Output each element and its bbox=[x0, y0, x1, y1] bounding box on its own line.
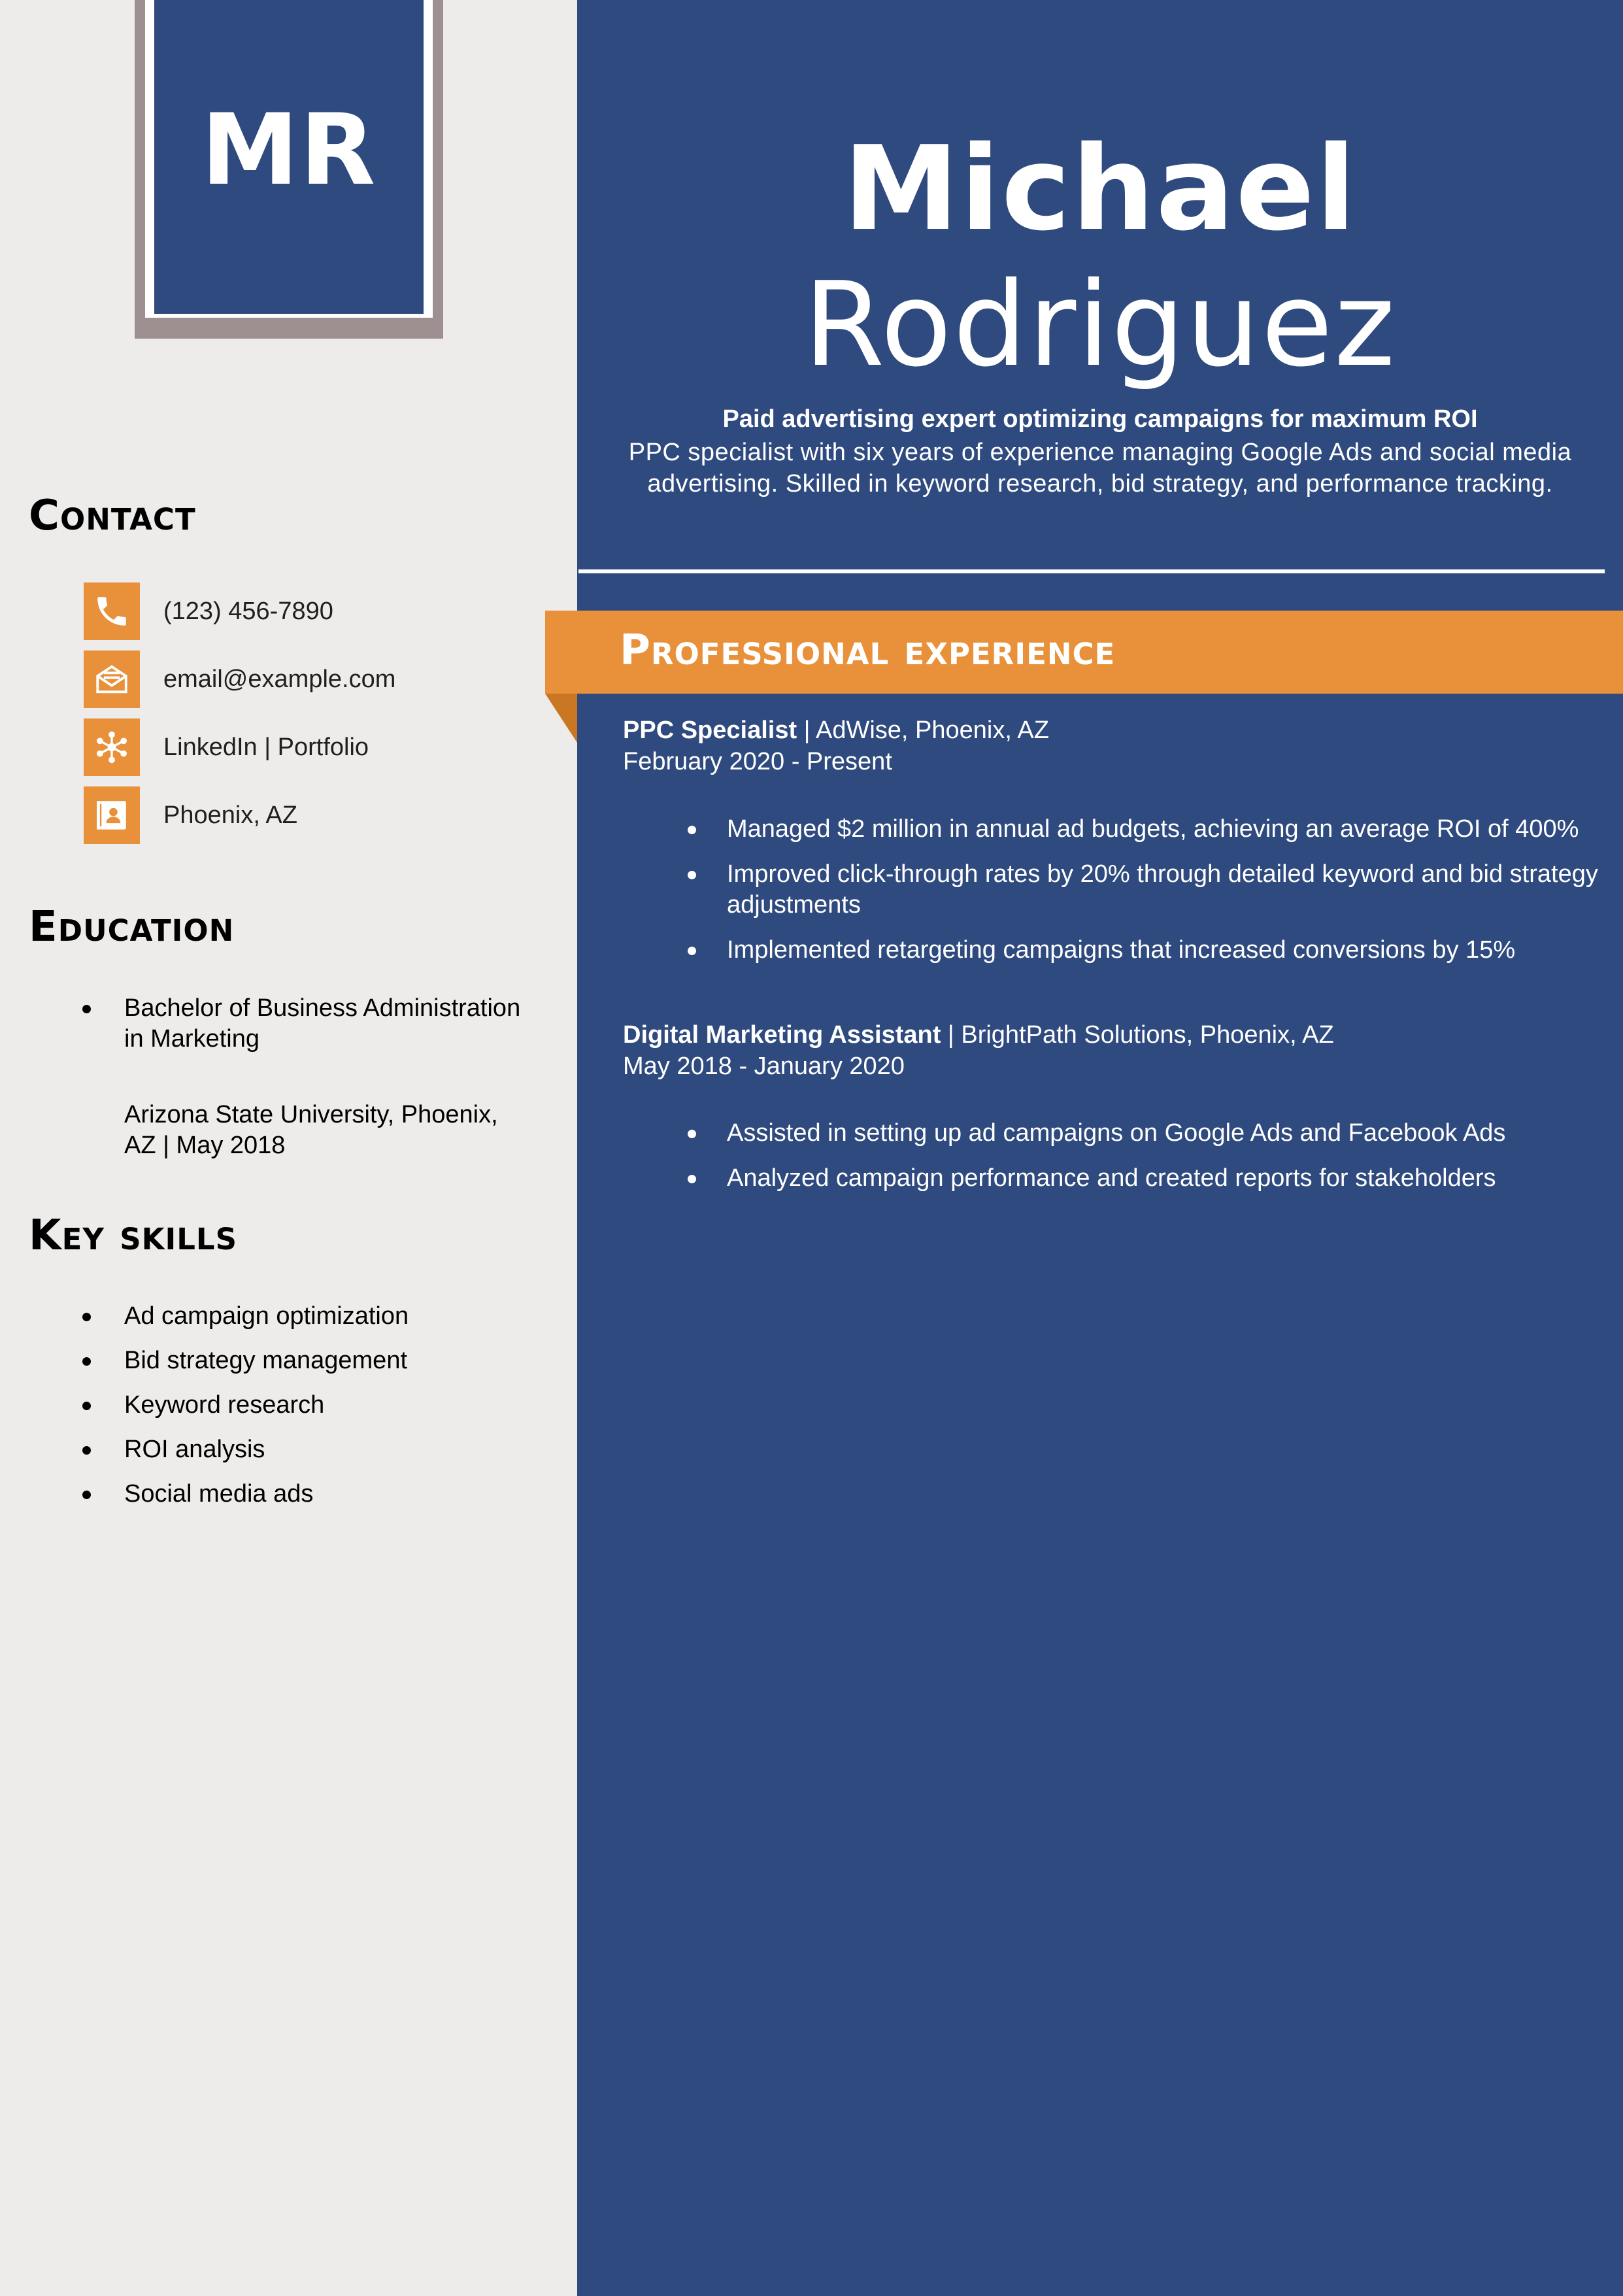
skill-item bbox=[124, 1345, 516, 1376]
job-bullet-text: Implemented retargeting campaigns that increased conversions by 15% bbox=[727, 936, 1516, 964]
job-bullet-text: Managed $2 million in annual ad budgets, achieving an average ROI of 400% bbox=[727, 815, 1579, 843]
skill-item bbox=[124, 1479, 516, 1510]
tagline: Paid advertising expert optimizing campaigns for maximum ROI bbox=[722, 405, 1478, 433]
bullet-dot bbox=[688, 871, 696, 879]
job-company: | AdWise, Phoenix, AZ bbox=[797, 717, 1049, 744]
name-first: Michael bbox=[843, 121, 1358, 256]
contact-email-text: email@example.com bbox=[163, 665, 396, 693]
bullet-dot bbox=[82, 1313, 91, 1321]
job-bullet bbox=[727, 1118, 1603, 1149]
bullet-dot bbox=[82, 1446, 91, 1455]
job-bullet bbox=[727, 859, 1603, 920]
job-bullet-text: Improved click-through rates by 20% through detailed keyword and bid strategy adjustments bbox=[727, 860, 1598, 919]
bullet-dot bbox=[688, 1130, 696, 1138]
summary: PPC specialist with six years of experience managing Google Ads and social media advertising. Skilled in keyword research, bid strategy, and performance tracking. bbox=[628, 439, 1572, 498]
header-divider bbox=[578, 569, 1605, 573]
job-bullet-text: Analyzed campaign performance and created reports for stakeholders bbox=[727, 1164, 1496, 1192]
monogram-text: MR bbox=[201, 93, 377, 207]
job-title: PPC Specialist bbox=[623, 717, 797, 744]
job-bullet-text: Assisted in setting up ad campaigns on Google Ads and Facebook Ads bbox=[727, 1119, 1506, 1147]
job-heading bbox=[623, 717, 1049, 745]
email-icon bbox=[84, 650, 140, 708]
skill-item bbox=[124, 1390, 516, 1421]
job-bullet bbox=[727, 814, 1603, 845]
name-last: Rodriguez bbox=[803, 257, 1397, 392]
education-item bbox=[124, 993, 543, 1055]
skill-text: ROI analysis bbox=[124, 1436, 265, 1463]
skills-heading: Key skills bbox=[29, 1211, 237, 1260]
education-degree: Bachelor of Business Administration in Marketing bbox=[124, 994, 521, 1053]
bullet-dot bbox=[688, 826, 696, 834]
job-bullet bbox=[727, 935, 1603, 966]
skills-list bbox=[124, 1301, 516, 1523]
skill-text: Keyword research bbox=[124, 1391, 325, 1419]
job-bullet bbox=[727, 1163, 1603, 1194]
bullet-dot bbox=[82, 1357, 91, 1366]
education-school-block bbox=[124, 1100, 529, 1161]
bullet-dot bbox=[688, 947, 696, 955]
skill-item bbox=[124, 1434, 516, 1465]
bullet-dot bbox=[82, 1491, 91, 1499]
bullet-dot bbox=[82, 1005, 91, 1013]
contact-address-text: Phoenix, AZ bbox=[163, 801, 297, 829]
job-dates: February 2020 - Present bbox=[623, 748, 892, 775]
network-icon bbox=[84, 718, 140, 776]
phone-icon bbox=[84, 582, 140, 640]
banner-fold bbox=[545, 694, 577, 743]
education-heading: Education bbox=[29, 903, 235, 951]
experience-heading: Professional experience bbox=[620, 626, 1116, 675]
contact-links bbox=[84, 718, 369, 776]
job-bullets bbox=[727, 814, 1603, 980]
education-list bbox=[124, 993, 543, 1055]
contact-phone bbox=[84, 582, 333, 640]
monogram bbox=[154, 0, 424, 314]
job-bullets bbox=[727, 1118, 1603, 1208]
skill-text: Ad campaign optimization bbox=[124, 1302, 409, 1330]
bullet-dot bbox=[82, 1402, 91, 1410]
skill-item bbox=[124, 1301, 516, 1332]
job-heading bbox=[623, 1021, 1334, 1049]
contact-links-text: LinkedIn | Portfolio bbox=[163, 733, 369, 761]
bullet-dot bbox=[688, 1175, 696, 1183]
contact-heading: Contact bbox=[29, 492, 196, 540]
contact-phone-text: (123) 456-7890 bbox=[163, 597, 333, 625]
job-dates: May 2018 - January 2020 bbox=[623, 1053, 905, 1080]
job-title: Digital Marketing Assistant bbox=[623, 1021, 941, 1049]
skill-text: Social media ads bbox=[124, 1480, 314, 1508]
job-company: | BrightPath Solutions, Phoenix, AZ bbox=[941, 1021, 1334, 1049]
education-school: Arizona State University, Phoenix, AZ | May 2018 bbox=[124, 1101, 498, 1159]
contact-email bbox=[84, 650, 395, 708]
address-card-icon bbox=[84, 786, 140, 844]
contact-address bbox=[84, 786, 297, 844]
skill-text: Bid strategy management bbox=[124, 1347, 408, 1374]
